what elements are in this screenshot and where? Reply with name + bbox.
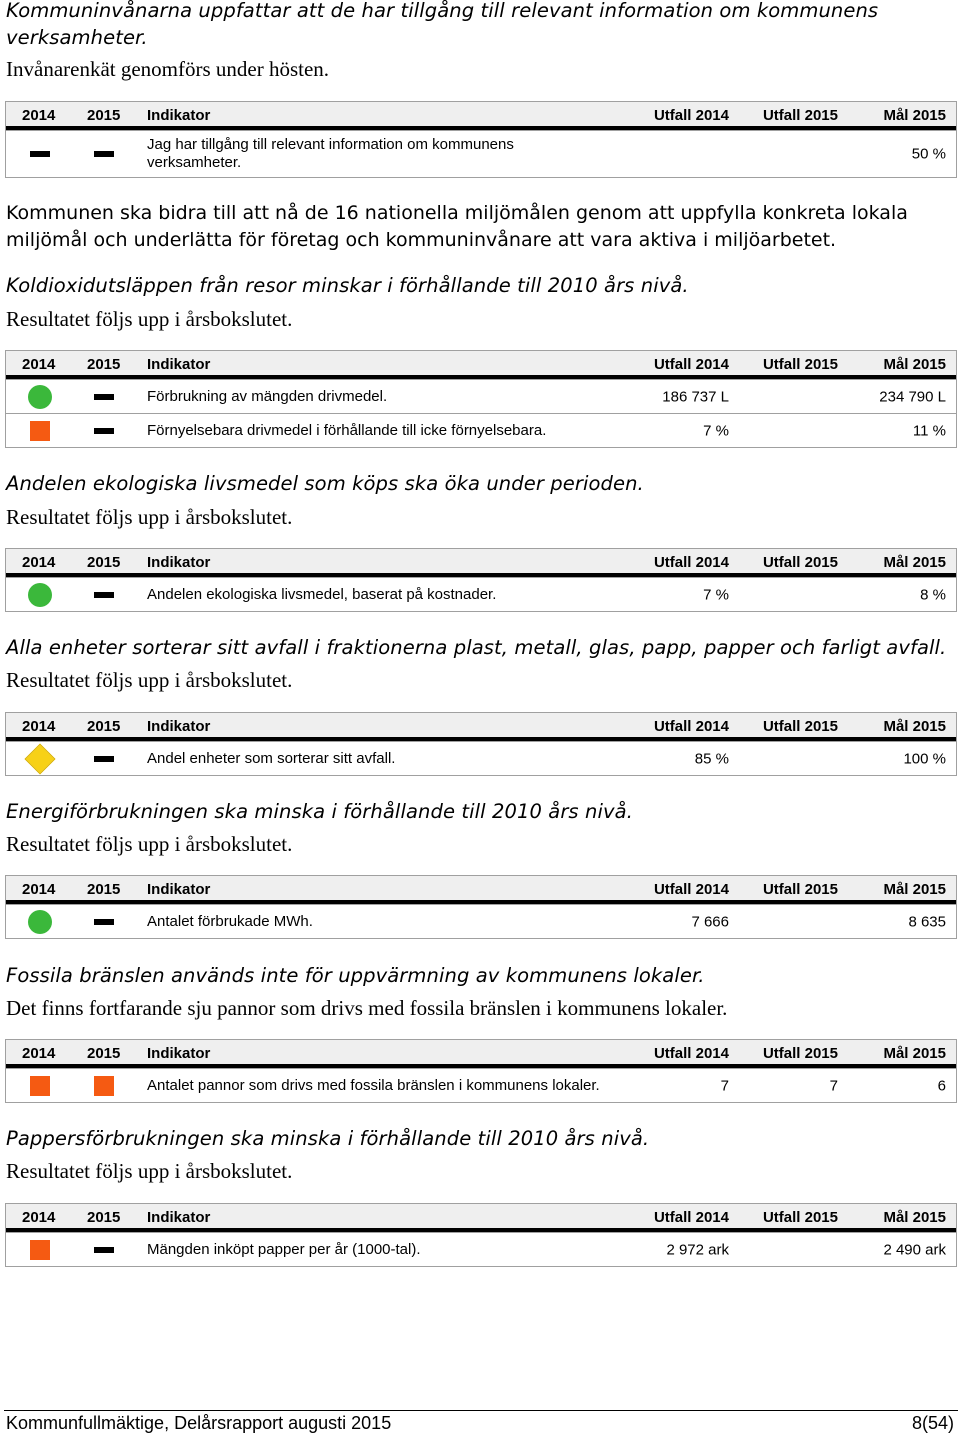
table-row	[6, 904, 956, 938]
header-2015: 2015	[87, 1045, 121, 1062]
mal-2015-value: 8 635	[908, 913, 946, 930]
header-2014: 2014	[22, 1209, 56, 1226]
green-circle-icon	[28, 583, 52, 607]
header-utfall-2014: Utfall 2014	[653, 718, 729, 735]
header-mal-2015: Mål 2015	[883, 554, 946, 571]
table-header	[6, 1204, 956, 1232]
header-utfall-2015: Utfall 2015	[762, 356, 838, 373]
indicator-text: Andel enheter som sorterar sitt avfall.	[147, 749, 396, 767]
header-mal-2015: Mål 2015	[883, 881, 946, 898]
utfall-2015-value: 7	[829, 1077, 838, 1094]
table-header	[6, 102, 956, 130]
mal-2015-value: 11 %	[912, 422, 946, 439]
table-header	[6, 549, 956, 577]
goal-heading: Kommuninvånarna uppfattar att de har tillgång till relevant information om kommunens verksamheter.	[6, 0, 879, 49]
indicator-table	[5, 350, 957, 448]
header-indikator: Indikator	[147, 881, 211, 898]
indicator-text: Antalet förbrukade MWh.	[147, 912, 313, 930]
header-2015: 2015	[87, 1209, 121, 1226]
table-header	[6, 1040, 956, 1068]
green-circle-icon	[28, 385, 52, 409]
header-indikator: Indikator	[147, 1045, 211, 1062]
indicator-table	[5, 712, 957, 776]
utfall-2014-value: 7 %	[703, 586, 729, 603]
header-utfall-2015: Utfall 2015	[762, 1209, 838, 1226]
footer-divider	[4, 1410, 958, 1411]
header-mal-2015: Mål 2015	[883, 1045, 946, 1062]
utfall-2014-value: 186 737 L	[662, 388, 729, 405]
header-utfall-2014: Utfall 2014	[653, 554, 729, 571]
header-mal-2015: Mål 2015	[883, 718, 946, 735]
header-utfall-2014: Utfall 2014	[653, 356, 729, 373]
header-2015: 2015	[87, 718, 121, 735]
header-2015: 2015	[87, 554, 121, 571]
goal-heading: Pappersförbrukningen ska minska i förhållande till 2010 års nivå.	[6, 1127, 650, 1150]
header-2014: 2014	[22, 107, 56, 124]
header-indikator: Indikator	[147, 554, 211, 571]
header-utfall-2015: Utfall 2015	[762, 718, 838, 735]
dash-icon	[94, 394, 114, 400]
indicator-table	[5, 875, 957, 939]
header-2014: 2014	[22, 554, 56, 571]
header-utfall-2015: Utfall 2015	[762, 554, 838, 571]
header-mal-2015: Mål 2015	[883, 107, 946, 124]
header-utfall-2014: Utfall 2014	[653, 1045, 729, 1062]
red-square-icon	[30, 421, 50, 441]
indicator-text: Andelen ekologiska livsmedel, baserat på kostnader.	[147, 585, 497, 603]
header-indikator: Indikator	[147, 356, 211, 373]
mal-2015-value: 234 790 L	[879, 388, 946, 405]
goal-note: Invånarenkät genomförs under hösten.	[6, 57, 330, 81]
header-mal-2015: Mål 2015	[883, 356, 946, 373]
header-2014: 2014	[22, 718, 56, 735]
header-indikator: Indikator	[147, 718, 211, 735]
footer-document-title: Kommunfullmäktige, Delårsrapport augusti 2015	[6, 1413, 392, 1433]
red-square-icon	[30, 1240, 50, 1260]
goal-heading: Fossila bränslen används inte för uppvärmning av kommunens lokaler.	[6, 964, 705, 987]
goal-heading: Koldioxidutsläppen från resor minskar i förhållande till 2010 års nivå.	[6, 274, 689, 297]
utfall-2014-value: 7 666	[691, 913, 729, 930]
dash-icon	[94, 756, 114, 762]
goal-note: Resultatet följs upp i årsbokslutet.	[6, 832, 293, 856]
dash-icon	[94, 151, 114, 157]
dash-icon	[94, 919, 114, 925]
dash-icon	[94, 592, 114, 598]
goal-note: Resultatet följs upp i årsbokslutet.	[6, 307, 293, 331]
goal-note: Resultatet följs upp i årsbokslutet.	[6, 505, 293, 529]
yellow-diamond-icon	[26, 744, 54, 772]
goal-heading: Energiförbrukningen ska minska i förhållande till 2010 års nivå.	[6, 800, 633, 823]
header-utfall-2015: Utfall 2015	[762, 1045, 838, 1062]
dash-icon	[30, 151, 50, 157]
goal-note: Resultatet följs upp i årsbokslutet.	[6, 668, 293, 692]
table-row	[6, 130, 956, 177]
indicator-table	[5, 101, 957, 178]
indicator-table	[5, 1039, 957, 1103]
goal-heading: Andelen ekologiska livsmedel som köps ska öka under perioden.	[6, 472, 644, 495]
green-circle-icon	[28, 910, 52, 934]
header-mal-2015: Mål 2015	[883, 1209, 946, 1226]
header-2015: 2015	[87, 107, 121, 124]
table-row	[6, 413, 956, 447]
main-goal-heading: Kommunen ska bidra till att nå de 16 nationella miljömålen genom att uppfylla konkreta lokala miljömål och underlätta för företag och kommuninvånare att vara aktiva i miljöarbetet.	[6, 202, 908, 251]
indicator-text: Förbrukning av mängden drivmedel.	[147, 387, 388, 405]
red-square-icon	[30, 1076, 50, 1096]
red-square-icon	[94, 1076, 114, 1096]
table-row	[6, 577, 956, 611]
mal-2015-value: 6	[937, 1077, 946, 1094]
mal-2015-value: 8 %	[920, 586, 946, 603]
header-utfall-2014: Utfall 2014	[653, 1209, 729, 1226]
goal-heading: Alla enheter sorterar sitt avfall i fraktionerna plast, metall, glas, papp, papper och farligt avfall.	[6, 636, 947, 659]
mal-2015-value: 50 %	[911, 145, 946, 163]
header-2014: 2014	[22, 881, 56, 898]
indicator-text: Antalet pannor som drivs med fossila bränslen i kommunens lokaler.	[147, 1076, 600, 1094]
utfall-2014-value: 7	[720, 1077, 729, 1094]
indicator-text: Mängden inköpt papper per år (1000-tal).	[147, 1240, 421, 1258]
header-2014: 2014	[22, 356, 56, 373]
table-header	[6, 876, 956, 904]
header-utfall-2014: Utfall 2014	[653, 881, 729, 898]
table-row	[6, 1232, 956, 1266]
indicator-table	[5, 1203, 957, 1267]
utfall-2014-value: 7 %	[703, 422, 729, 439]
header-utfall-2014: Utfall 2014	[653, 107, 729, 124]
table-row	[6, 1068, 956, 1102]
indicator-text: Förnyelsebara drivmedel i förhållande till icke förnyelsebara.	[147, 421, 547, 439]
mal-2015-value: 2 490 ark	[883, 1241, 946, 1258]
utfall-2014-value: 85 %	[694, 750, 729, 767]
goal-note: Resultatet följs upp i årsbokslutet.	[6, 1159, 293, 1183]
footer-page-number: 8(54)	[911, 1413, 954, 1433]
dash-icon	[94, 428, 114, 434]
header-utfall-2015: Utfall 2015	[762, 881, 838, 898]
mal-2015-value: 100 %	[903, 750, 946, 767]
indicator-table	[5, 548, 957, 612]
header-2015: 2015	[87, 881, 121, 898]
dash-icon	[94, 1247, 114, 1253]
header-utfall-2015: Utfall 2015	[762, 107, 838, 124]
indicator-text: Jag har tillgång till relevant information om kommunens verksamheter.	[147, 136, 514, 171]
header-indikator: Indikator	[147, 1209, 211, 1226]
header-2014: 2014	[22, 1045, 56, 1062]
header-2015: 2015	[87, 356, 121, 373]
table-row	[6, 741, 956, 775]
goal-note: Det finns fortfarande sju pannor som drivs med fossila bränslen i kommunens lokaler.	[6, 996, 728, 1020]
table-row	[6, 379, 956, 413]
header-indikator: Indikator	[147, 107, 211, 124]
table-header	[6, 713, 956, 741]
table-header	[6, 351, 956, 379]
utfall-2014-value: 2 972 ark	[666, 1241, 729, 1258]
